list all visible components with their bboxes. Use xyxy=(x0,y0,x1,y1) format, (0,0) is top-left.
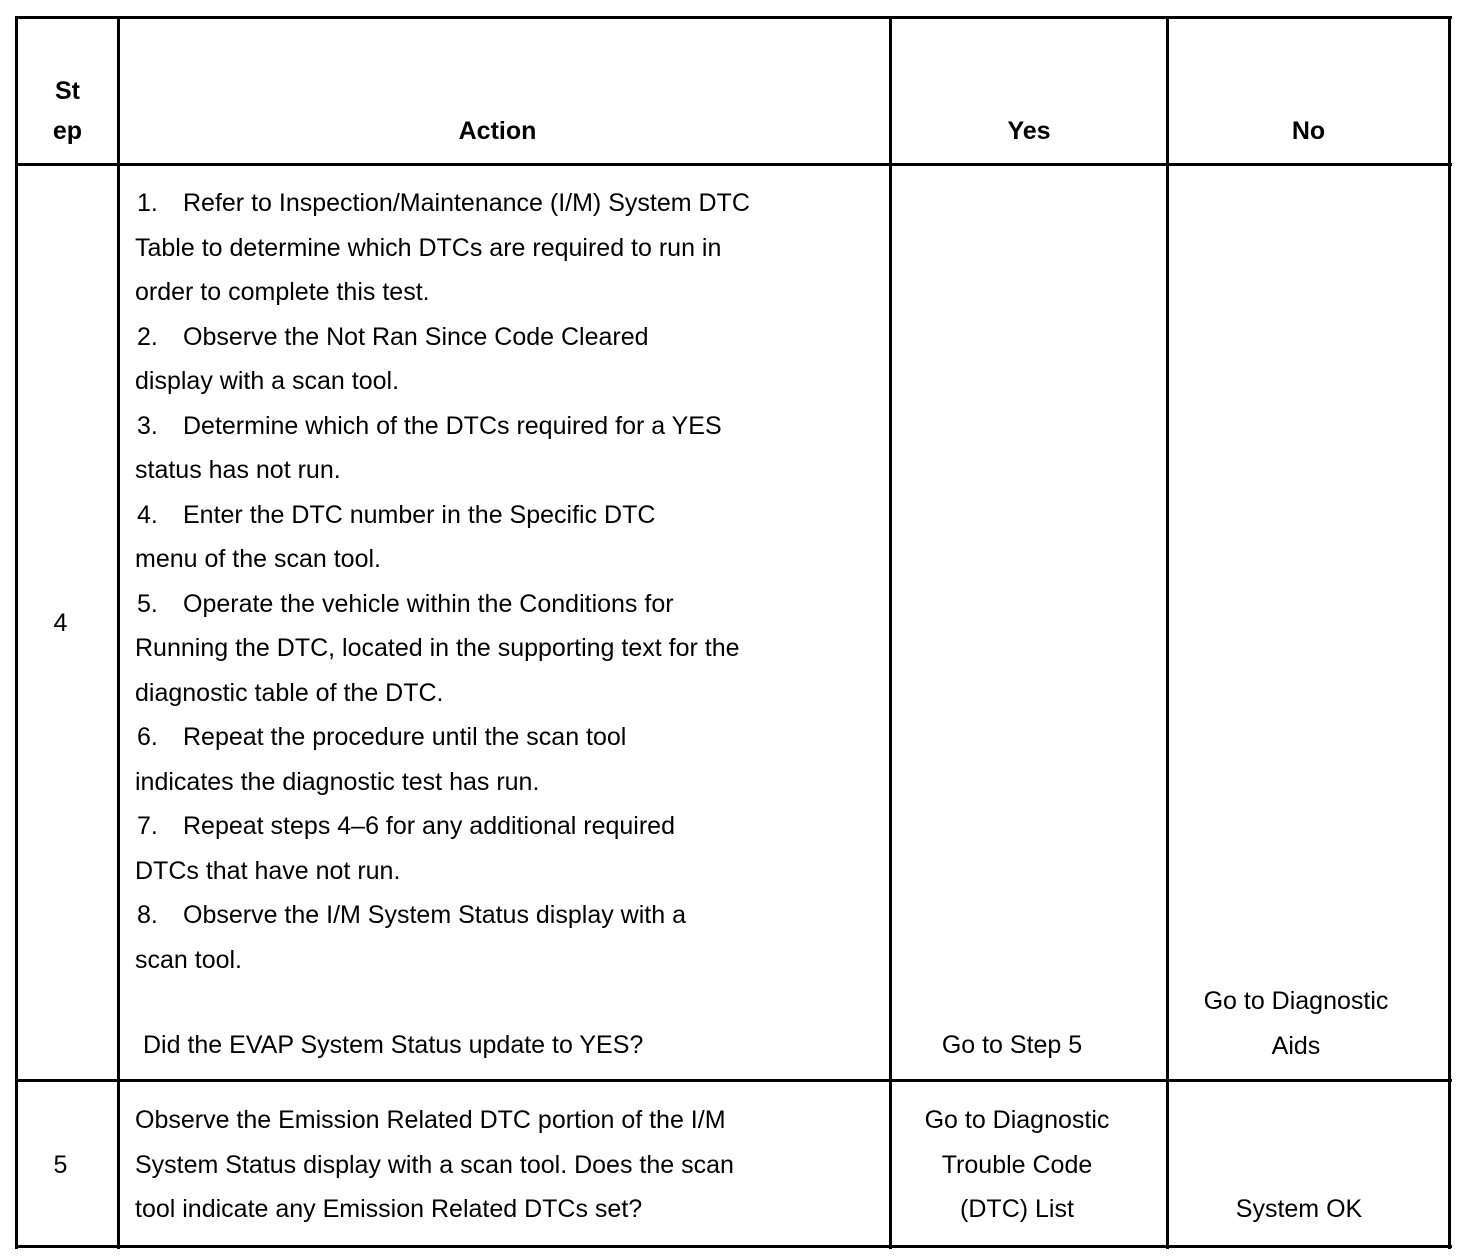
header-no: No xyxy=(1291,117,1326,145)
table-border-top xyxy=(15,16,1452,19)
table-border-right xyxy=(1448,16,1451,1249)
diagnostic-table xyxy=(15,16,1452,1249)
instruction-6 xyxy=(135,715,885,760)
instruction-7 xyxy=(135,804,885,849)
instruction-text: order to complete this test. xyxy=(135,278,430,306)
instruction-3 xyxy=(135,404,885,449)
instruction-text: Operate the vehicle within the Conditions for xyxy=(183,589,674,618)
no-result-line: Aids xyxy=(1271,1031,1321,1060)
yes-result-line: Trouble Code xyxy=(941,1150,1093,1179)
instruction-text: Repeat the procedure until the scan tool xyxy=(183,723,627,751)
instruction-text: Refer to Inspection/Maintenance (I/M) System DTC xyxy=(183,189,750,217)
step-number: 4 xyxy=(53,609,68,637)
no-result-line: Go to Diagnostic xyxy=(1203,987,1389,1015)
header-divider xyxy=(15,163,1452,166)
action-question: Did the EVAP System Status update to YES? xyxy=(143,1031,644,1059)
no-result xyxy=(1169,979,1423,1068)
instruction-number: 8. xyxy=(137,901,158,929)
instruction-text: Observe the Not Ran Since Code Cleared xyxy=(183,322,649,351)
instruction-2 xyxy=(135,315,885,360)
yes-result xyxy=(892,1098,1142,1232)
instruction-text: diagnostic table of the DTC. xyxy=(135,678,444,707)
step-number: 5 xyxy=(53,1151,68,1179)
table-border-bottom xyxy=(15,1245,1452,1248)
instruction-text: Running the DTC, located in the supporting text for the xyxy=(135,634,740,662)
action-line: Observe the Emission Related DTC portion of the I/M xyxy=(135,1106,726,1134)
yes-result: Go to Step 5 xyxy=(941,1031,1083,1059)
action-line: tool indicate any Emission Related DTCs set? xyxy=(135,1195,643,1223)
header-yes: Yes xyxy=(1007,117,1051,145)
header-step xyxy=(18,71,117,151)
instruction-1 xyxy=(135,181,885,226)
instruction-text: DTCs that have not run. xyxy=(135,856,401,885)
instruction-text: Observe the I/M System Status display with a xyxy=(183,901,686,929)
no-result: System OK xyxy=(1235,1195,1363,1223)
col-divider-step xyxy=(117,16,120,1249)
instruction-number: 7. xyxy=(137,812,158,840)
header-step-line2: ep xyxy=(52,117,83,145)
instruction-number: 3. xyxy=(137,411,158,440)
instruction-number: 4. xyxy=(137,500,158,529)
header-step-line1: St xyxy=(55,77,80,105)
instruction-8 xyxy=(135,893,885,938)
instruction-text: Determine which of the DTCs required for a YES xyxy=(183,411,722,440)
instruction-4 xyxy=(135,493,885,538)
instruction-text: Table to determine which DTCs are required to run in xyxy=(135,233,722,262)
row-divider xyxy=(15,1079,1452,1082)
yes-result-line: Go to Diagnostic xyxy=(924,1106,1110,1134)
instruction-text: display with a scan tool. xyxy=(135,367,400,395)
action-instructions xyxy=(135,181,885,982)
instruction-text: indicates the diagnostic test has run. xyxy=(135,767,540,796)
instruction-text: status has not run. xyxy=(135,456,341,484)
instruction-number: 1. xyxy=(137,189,158,217)
action-line: System Status display with a scan tool. Does the scan xyxy=(135,1150,734,1179)
instruction-text: Enter the DTC number in the Specific DTC xyxy=(183,500,656,529)
action-text xyxy=(135,1098,885,1232)
header-action: Action xyxy=(458,117,537,145)
instruction-number: 2. xyxy=(137,322,158,351)
instruction-number: 6. xyxy=(137,723,158,751)
instruction-text: Repeat steps 4–6 for any additional required xyxy=(183,812,675,840)
instruction-text: menu of the scan tool. xyxy=(135,545,381,573)
instruction-text: scan tool. xyxy=(135,945,243,974)
instruction-number: 5. xyxy=(137,589,158,618)
yes-result-line: (DTC) List xyxy=(960,1195,1074,1223)
instruction-5 xyxy=(135,582,885,627)
